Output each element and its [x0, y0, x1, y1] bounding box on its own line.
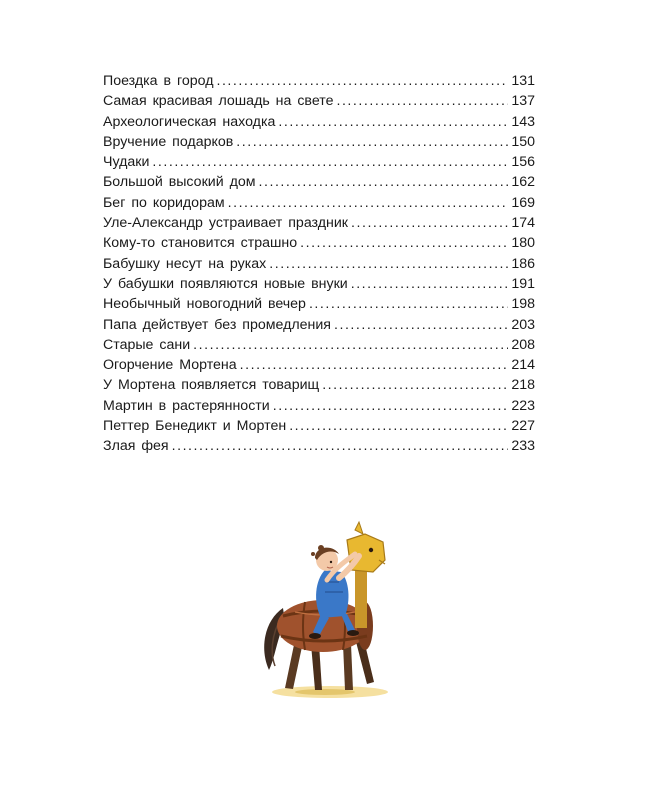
- toc-dot-leader: [259, 172, 509, 192]
- toc-entry-page-number: 150: [511, 133, 535, 150]
- toc-dot-leader: [351, 213, 508, 233]
- toc-entry-title: Необычный новогодний вечер: [103, 296, 306, 313]
- toc-entry: [103, 233, 535, 253]
- toc-dot-leader: [152, 152, 508, 172]
- toc-entry-page-number: 214: [511, 357, 535, 374]
- toc-entry-title: Большой высокий дом: [103, 174, 256, 191]
- toc-entry-page-number: 180: [511, 235, 535, 252]
- toc-entry: [103, 213, 535, 233]
- toc-entry-page-number: 233: [511, 438, 535, 455]
- child-on-barrel-horse-illustration: [255, 520, 405, 700]
- toc-entry: [103, 436, 535, 456]
- toc-entry-page-number: 198: [511, 296, 535, 313]
- toc-entry-title: Папа действует без промедления: [103, 316, 331, 333]
- toc-entry: [103, 274, 535, 294]
- toc-entry-title: Самая красивая лошадь на свете: [103, 93, 334, 110]
- toc-dot-leader: [216, 71, 508, 91]
- toc-entry-title: Уле-Александр устраивает праздник: [103, 215, 348, 232]
- toc-entry-title: Огорчение Мортена: [103, 357, 237, 374]
- toc-entry-title: Мартин в растерянности: [103, 397, 270, 414]
- toc-entry-page-number: 191: [511, 275, 535, 292]
- toc-dot-leader: [309, 294, 508, 314]
- toc-dot-leader: [322, 375, 508, 395]
- toc-dot-leader: [278, 112, 508, 132]
- toc-entry-title: Бег по коридорам: [103, 194, 225, 211]
- toc-dot-leader: [193, 335, 508, 355]
- toc-entry-title: Старые сани: [103, 336, 191, 353]
- toc-entry-title: Чудаки: [103, 154, 150, 171]
- toc-entry-page-number: 143: [511, 113, 535, 130]
- toc-entry: [103, 396, 535, 416]
- toc-dot-leader: [334, 315, 508, 335]
- toc-dot-leader: [273, 396, 509, 416]
- toc-dot-leader: [236, 132, 508, 152]
- toc-entry: [103, 193, 535, 213]
- toc-entry: [103, 172, 535, 192]
- toc-entry-page-number: 137: [511, 93, 535, 110]
- toc-dot-leader: [289, 416, 508, 436]
- toc-entry-page-number: 203: [511, 316, 535, 333]
- toc-entry-page-number: 169: [511, 194, 535, 211]
- toc-entry-title: Бабушку несут на руках: [103, 255, 267, 272]
- toc-entry-page-number: 131: [511, 73, 535, 89]
- toc-entry: [103, 132, 535, 152]
- toc-entry-title: Петтер Бенедикт и Мортен: [103, 418, 287, 435]
- toc-dot-leader: [172, 436, 509, 456]
- toc-entry: [103, 355, 535, 375]
- toc-entry: [103, 375, 535, 395]
- toc-entry: [103, 112, 535, 132]
- toc-entry-page-number: 223: [511, 397, 535, 414]
- toc-entry-title: Археологическая находка: [103, 113, 276, 130]
- toc-entry-title: Поездка в город: [103, 73, 214, 89]
- toc-entry-page-number: 227: [511, 418, 535, 435]
- toc-entry-page-number: 162: [511, 174, 535, 191]
- toc-entry: [103, 91, 535, 111]
- horse-neck-post: [355, 562, 367, 628]
- toc-entry: [103, 254, 535, 274]
- toc-entry-page-number: 174: [511, 215, 535, 232]
- toc-entry: [103, 315, 535, 335]
- toc-dot-leader: [240, 355, 509, 375]
- toc-entry: [103, 71, 535, 91]
- toc-entry-page-number: 186: [511, 255, 535, 272]
- toc-entry-title: У бабушки появляются новые внуки: [103, 275, 348, 292]
- toc-entry-page-number: 156: [511, 154, 535, 171]
- toc-entry: [103, 294, 535, 314]
- toc-dot-leader: [228, 193, 509, 213]
- toc-dot-leader: [300, 233, 508, 253]
- toc-entry-title: Вручение подарков: [103, 133, 234, 150]
- toc-entry-title: Злая фея: [103, 438, 169, 455]
- toc-entry-title: Кому-то становится страшно: [103, 235, 298, 252]
- toc-entry: [103, 152, 535, 172]
- toc-entry: [103, 416, 535, 436]
- horse-leg-front: [343, 644, 353, 690]
- table-of-contents: [103, 71, 535, 457]
- toc-entry: [103, 335, 535, 355]
- toc-dot-leader: [336, 91, 508, 111]
- toc-dot-leader: [269, 254, 508, 274]
- toc-entry-page-number: 218: [511, 377, 535, 394]
- toc-entry-title: У Мортена появляется товарищ: [103, 377, 320, 394]
- toc-entry-page-number: 208: [511, 336, 535, 353]
- toc-dot-leader: [351, 274, 509, 294]
